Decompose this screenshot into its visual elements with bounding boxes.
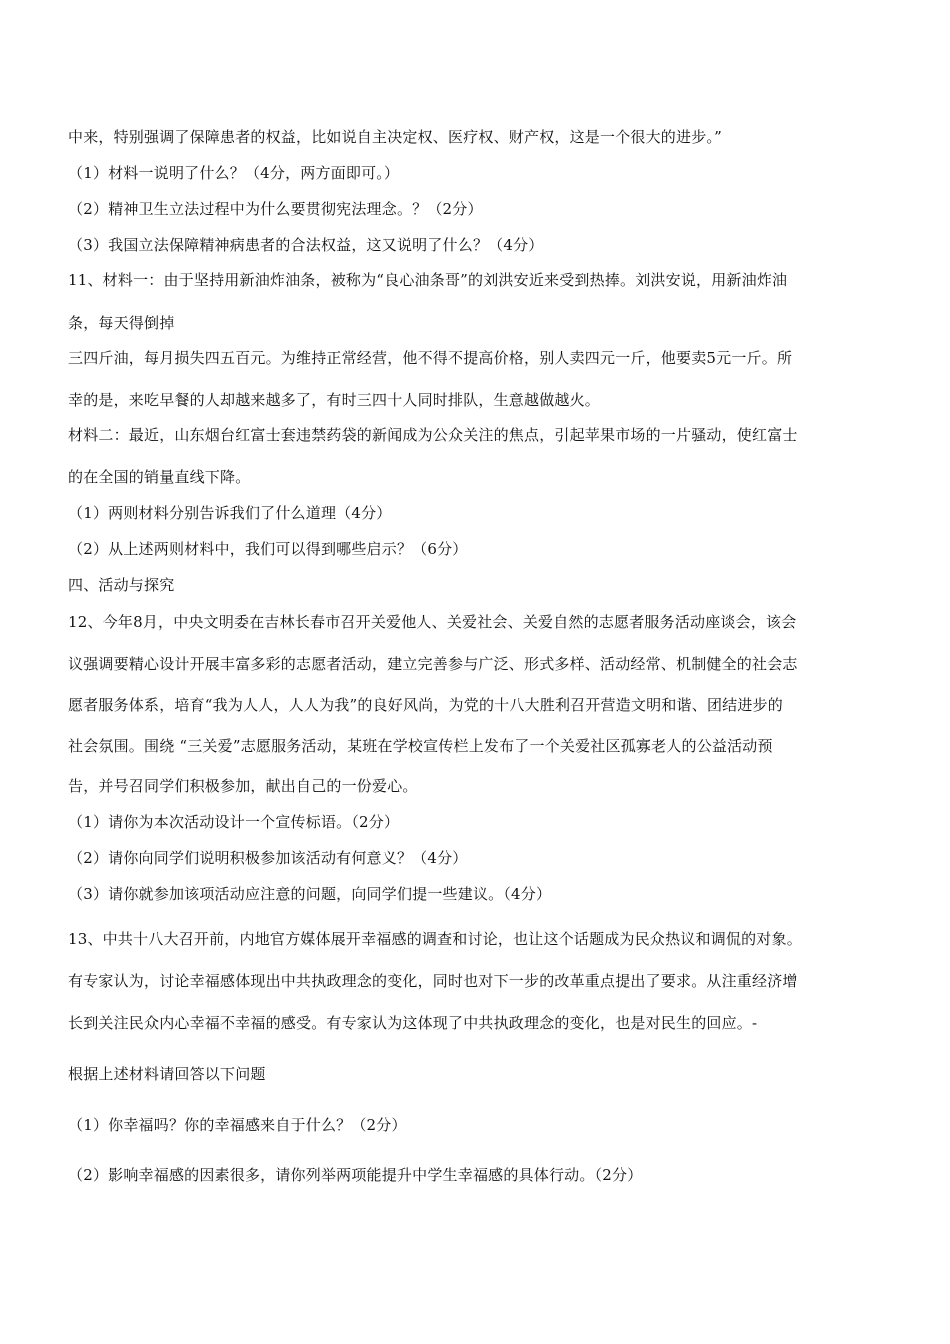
text-line: 幸的是，来吃早餐的人却越来越多了，有时三四十人同时排队，生意越做越火。 — [68, 391, 601, 409]
text-line: 条，每天得倒掉 — [68, 314, 175, 332]
section-heading: 四、活动与探究 — [68, 576, 175, 594]
text-line: 材料二：最近，山东烟台红富士套违禁药袋的新闻成为公众关注的焦点，引起苹果市场的一片骚动，使红富士 — [68, 426, 798, 444]
text-line: 长到关注民众内心幸福不幸福的感受。有专家认为这体现了中共执政理念的变化，也是对民生的回应。- — [68, 1014, 758, 1032]
text-line: 告，并号召同学们积极参加，献出自己的一份爱心。 — [68, 777, 418, 795]
text-line: 三四斤油，每月损失四五百元。为维持正常经营，他不得不提高价格，别人卖四元一斤，他要卖5元一斤。所 — [68, 349, 793, 367]
question-item: （2）影响幸福感的因素很多，请你列举两项能提升中学生幸福感的具体行动。（2分） — [68, 1166, 643, 1184]
question-item: （1）材料一说明了什么？（4分，两方面即可。） — [68, 164, 400, 182]
text-line: 中来，特别强调了保障患者的权益，比如说自主决定权、医疗权、财产权，这是一个很大的进步。” — [68, 128, 722, 146]
text-line: 议强调要精心设计开展丰富多彩的志愿者活动，建立完善参与广泛、形式多样、活动经常、机制健全的社会志 — [68, 655, 798, 673]
question-item: （2）精神卫生立法过程中为什么要贯彻宪法理念。？（2分） — [68, 200, 483, 218]
question-item: （2）请你向同学们说明积极参加该活动有何意义？（4分） — [68, 849, 468, 867]
text-line: 社会氛围。围绕 “三关爱”志愿服务活动，某班在学校宣传栏上发布了一个关爱社区孤寡老人的公益活动预 — [68, 737, 773, 755]
question-item: （1）请你为本次活动设计一个宣传标语。（2分） — [68, 813, 400, 831]
question-item: （2）从上述两则材料中，我们可以得到哪些启示？（6分） — [68, 540, 468, 558]
text-line: 13、中共十八大召开前，内地官方媒体展开幸福感的调查和讨论，也让这个话题成为民众热议和调侃的对象。 — [68, 930, 802, 948]
question-item: （1）两则材料分别告诉我们了什么道理（4分） — [68, 504, 392, 522]
text-line: 愿者服务体系，培育“我为人人，人人为我”的良好风尚，为党的十八大胜利召开营造文明和谐、团结进步的 — [68, 696, 783, 714]
question-item: （1）你幸福吗？你的幸福感来自于什么？（2分） — [68, 1116, 407, 1134]
text-line: 根据上述材料请回答以下问题 — [68, 1065, 266, 1083]
text-line: 的在全国的销量直线下降。 — [68, 468, 251, 486]
text-line: 12、今年8月，中央文明委在吉林长春市召开关爱他人、关爱社会、关爱自然的志愿者服务活动座谈会，该会 — [68, 613, 797, 631]
text-line: 11、材料一：由于坚持用新油炸油条，被称为“良心油条哥”的刘洪安近来受到热捧。刘洪安说，用新油炸油 — [68, 271, 788, 289]
question-item: （3）我国立法保障精神病患者的合法权益，这又说明了什么？（4分） — [68, 236, 544, 254]
text-line: 有专家认为，讨论幸福感体现出中共执政理念的变化，同时也对下一步的改革重点提出了要求。从注重经济增 — [68, 972, 798, 990]
question-item: （3）请你就参加该项活动应注意的问题，向同学们提一些建议。（4分） — [68, 885, 552, 903]
